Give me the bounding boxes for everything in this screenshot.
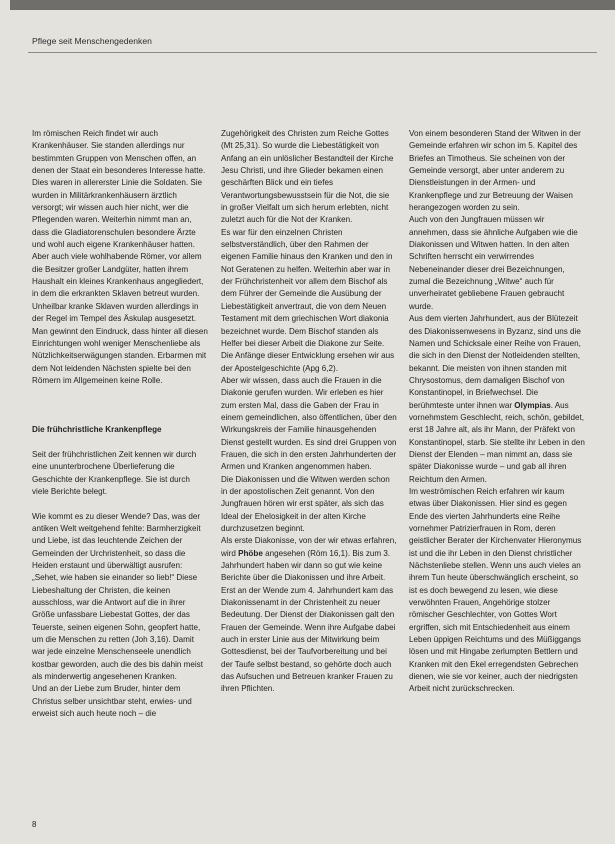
paragraph: Zugehörigkeit des Christen zum Reiche Gottes (Mt 25,31). So wurde die Liebestätigkeit von Anfang an ein unlöslicher Bestandteil der Kirche Jesu Christi, und ihre Glieder bekamen einen geschärften Blick und ein tiefes Verantwortungsbewusstsein für die Not, die sie in großer Vielfalt um sich herum erlebten, nicht zuletzt auch für die Not der Kranken. — [221, 129, 394, 225]
paragraph: Seit der frühchristlichen Zeit kennen wir durch eine ununterbrochene Überlieferung die Geschichte der Krankenpflege. Sie ist durch viele Berichte belegt. — [32, 449, 197, 496]
paragraph: Auch von den Jungfrauen müssen wir annehmen, dass sie ähnliche Aufgaben wie die Diakonissen und Witwen hatten. In den alten Schriften herrscht ein verwirrendes Nebeneinander dieser drei Bezeichnungen, zumal die Bezeichnung „Witwe“ auch für unverheiratet gebliebene Frauen gebraucht wurde. — [409, 215, 578, 311]
paragraph-spacer — [32, 387, 208, 424]
emphasized-name: Phöbe — [238, 548, 263, 558]
text-column-3 — [409, 128, 585, 696]
section-heading: Die frühchristliche Krankenpflege — [32, 425, 162, 435]
emphasized-name: Olympias — [514, 400, 551, 410]
paragraph-spacer — [32, 498, 208, 510]
running-title: Pflege seit Menschengedenken — [32, 36, 152, 46]
paragraph: Wie kommt es zu dieser Wende? Das, was der antiken Welt weitgehend fehlte: Barmherzigkeit und Liebe, ist das leuchtende Zeichen der Gemeinden der Urchristenheit, so dass die Heiden erstaunt und überwältigt ausrufen: „Sehet, wie haben sie einander so lieb!“ Diese Liebeshaltung der Christen, die keinen ausschloss, war die Antwort auf die in ihrer Größe unfassbare Liebestat Gottes, der das Teuerste, seinen eigenen Sohn, geopfert hatte, um die Menschen zu retten (Joh 3,16). Damit war jede einzelne Menschenseele unendlich kostbar geworden, auch die des bis dahin meist als minderwertig angesehenen Kranken. — [32, 511, 203, 682]
paragraph: Und an der Liebe zum Bruder, hinter dem Christus selber unsichtbar steht, erwies- und erweist sich auch heute noch – die — [32, 684, 192, 719]
paragraph: Von einem besonderen Stand der Witwen in der Gemeinde erfahren wir schon im 5. Kapitel des Briefes an Timotheus. Sie scheinen von der Gemeinde versorgt, aber unter anderem zu Dienstleistungen in der Armen- und Krankenpflege und zur Betreuung der Waisen herangezogen worden zu sein. — [409, 129, 581, 213]
paragraph: Aber wir wissen, dass auch die Frauen in die Diakonie gerufen wurden. Wir erleben es hier zum ersten Mal, dass die Gaben der Frau in einem gemeindlichen, also öffentlichen, über den Wirkungskreis der Familie hinausgehenden Dienst gestellt wurden. Es sind drei Gruppen von Frauen, die sich in den ersten Jahrhunderten der Armen und Kranken angenommen haben. — [221, 375, 397, 472]
paragraph: Als erste Diakonisse, von der wir etwas erfahren, wird Phöbe angesehen (Röm 16,1). Bis zum 3. Jahrhundert haben wir dann so gut wie keine Berichte über die Diakonissen und ihre Arbeit. Erst an der Wende zum 4. Jahrhundert kam das Diakonissenamt in der Christenheit zu neuer Bedeutung. Der Dienst der Diakonissen galt den Frauen der Gemeinde. Wenn ihre Aufgabe dabei auch in erster Linie aus der Mitwirkung beim Gottesdienst, bei der Taufvorbereitung und bei der Taufe selbst bestand, so gehörte doch auch das Aufsuchen und Betreuen kranker Frauen zu ihren Pflichten. — [221, 536, 397, 694]
text-column-1 — [32, 128, 208, 721]
paragraph-spacer — [32, 437, 208, 449]
paragraph: Im weströmischen Reich erfahren wir kaum etwas über Diakonissen. Hier sind es gegen Ende des vierten Jahrhunderts eine Reihe vornehmer Patrizierfrauen in Rom, deren geistlicher Berater der Kirchenvater Hieronymus ist und die ihr Leben in den Dienst christlicher Nächstenliebe stellen. Wenn uns auch vieles an ihrem Tun heute überschwänglich erscheint, so ist es doch bewegend zu lesen, wie diese verwöhnten Frauen, Angehörige stolzer römischer Geschlechter, von Gottes Wort ergriffen, sich mit Entschiedenheit aus einem Leben üppigen Reichtums und des Müßiggangs lösen und mit Hingabe zerlumpten Bettlern und Kranken mit den Ekel erregendsten Gebrechen dienen, wie sie vor keiner, auch der niedrigsten Arbeit nicht zurückschrecken. — [409, 486, 582, 694]
text-column-2 — [221, 128, 397, 696]
top-scan-edge — [10, 0, 615, 10]
page-number: 8 — [32, 820, 37, 829]
header-rule — [28, 52, 597, 53]
paragraph: Die Diakonissen und die Witwen werden schon in der apostolischen Zeit genannt. Von den Jungfrauen hören wir erst später, als sich das Ideal der Ehelosigkeit in der alten Kirche durchzusetzen beginnt. — [221, 474, 390, 533]
paragraph: Es war für den einzelnen Christen selbstverständlich, über den Rahmen der eigenen Familie hinaus den Kranken und den in Not Geratenen zu helfen. Weiterhin aber war in der Frühchristenheit vor allem dem Bischof als dem Führer der Gemeinde die Ausübung der Liebestätigkeit anvertraut, die von dem Neuen Testament mit dem griechischen Wort diakonia bezeichnet wurde. Dem Bischof standen als Helfer bei dieser Arbeit die Diakone zur Seite. Die Anfänge dieser Entwicklung ersehen wir aus der Apostelgeschichte (Apg 6,2). — [221, 227, 395, 373]
paragraph: Aus dem vierten Jahrhundert, aus der Blütezeit des Diakonissenwesens in Byzanz, sind uns die Namen und Schicksale einer Reihe von Frauen, die sich in den Dienst der Notleidenden stellten, bekannt. Die meisten von ihnen standen mit Chrysostomus, dem damaligen Bischof von Konstantinopel, in Briefwechsel. Die berühmteste unter ihnen war Olympias. Aus vornehmstem Geschlecht, reich, schön, gebildet, erst 18 Jahre alt, als ihr Mann, der Präfekt von Konstantinopel, starb. Sie stellte ihr Leben in den Dienst der Elenden – man nimmt an, dass sie später Diakonisse wurde – und gab all ihren Reichtum den Armen. — [409, 314, 585, 484]
paragraph: Im römischen Reich findet wir auch Krankenhäuser. Sie standen allerdings nur bestimmten Gruppen von Menschen offen, an denen der Staat ein besonderes Interesse hatte. Dies waren in allererster Linie die Soldaten. Sie wurden in Militärkrankenhäusern ärztlich versorgt; wir wissen auch hier nicht, wer die Pflegenden waren. Weiterhin nimmt man an, dass die Gladiatorenschulen besondere Ärzte und wohl auch eigene Krankenhäuser hatten. Aber auch viele wohlhabende Römer, vor allem die Besitzer großer Landgüter, hatten ihrem Haushalt ein kleines Krankenhaus angegliedert, in dem die erkrankten Sklaven betreut wurden. Unheilbar kranke Sklaven wurden allerdings in der Regel im Tempel des Äskulap ausgesetzt. Man gewinnt den Eindruck, dass hinter all diesen Einrichtungen wohl weniger Menschenliebe als Nützlichkeitserwägungen standen. Erbarmen mit dem Not leidenden Nächsten spielte bei den Römern im Allgemeinen keine Rolle. — [32, 129, 208, 385]
